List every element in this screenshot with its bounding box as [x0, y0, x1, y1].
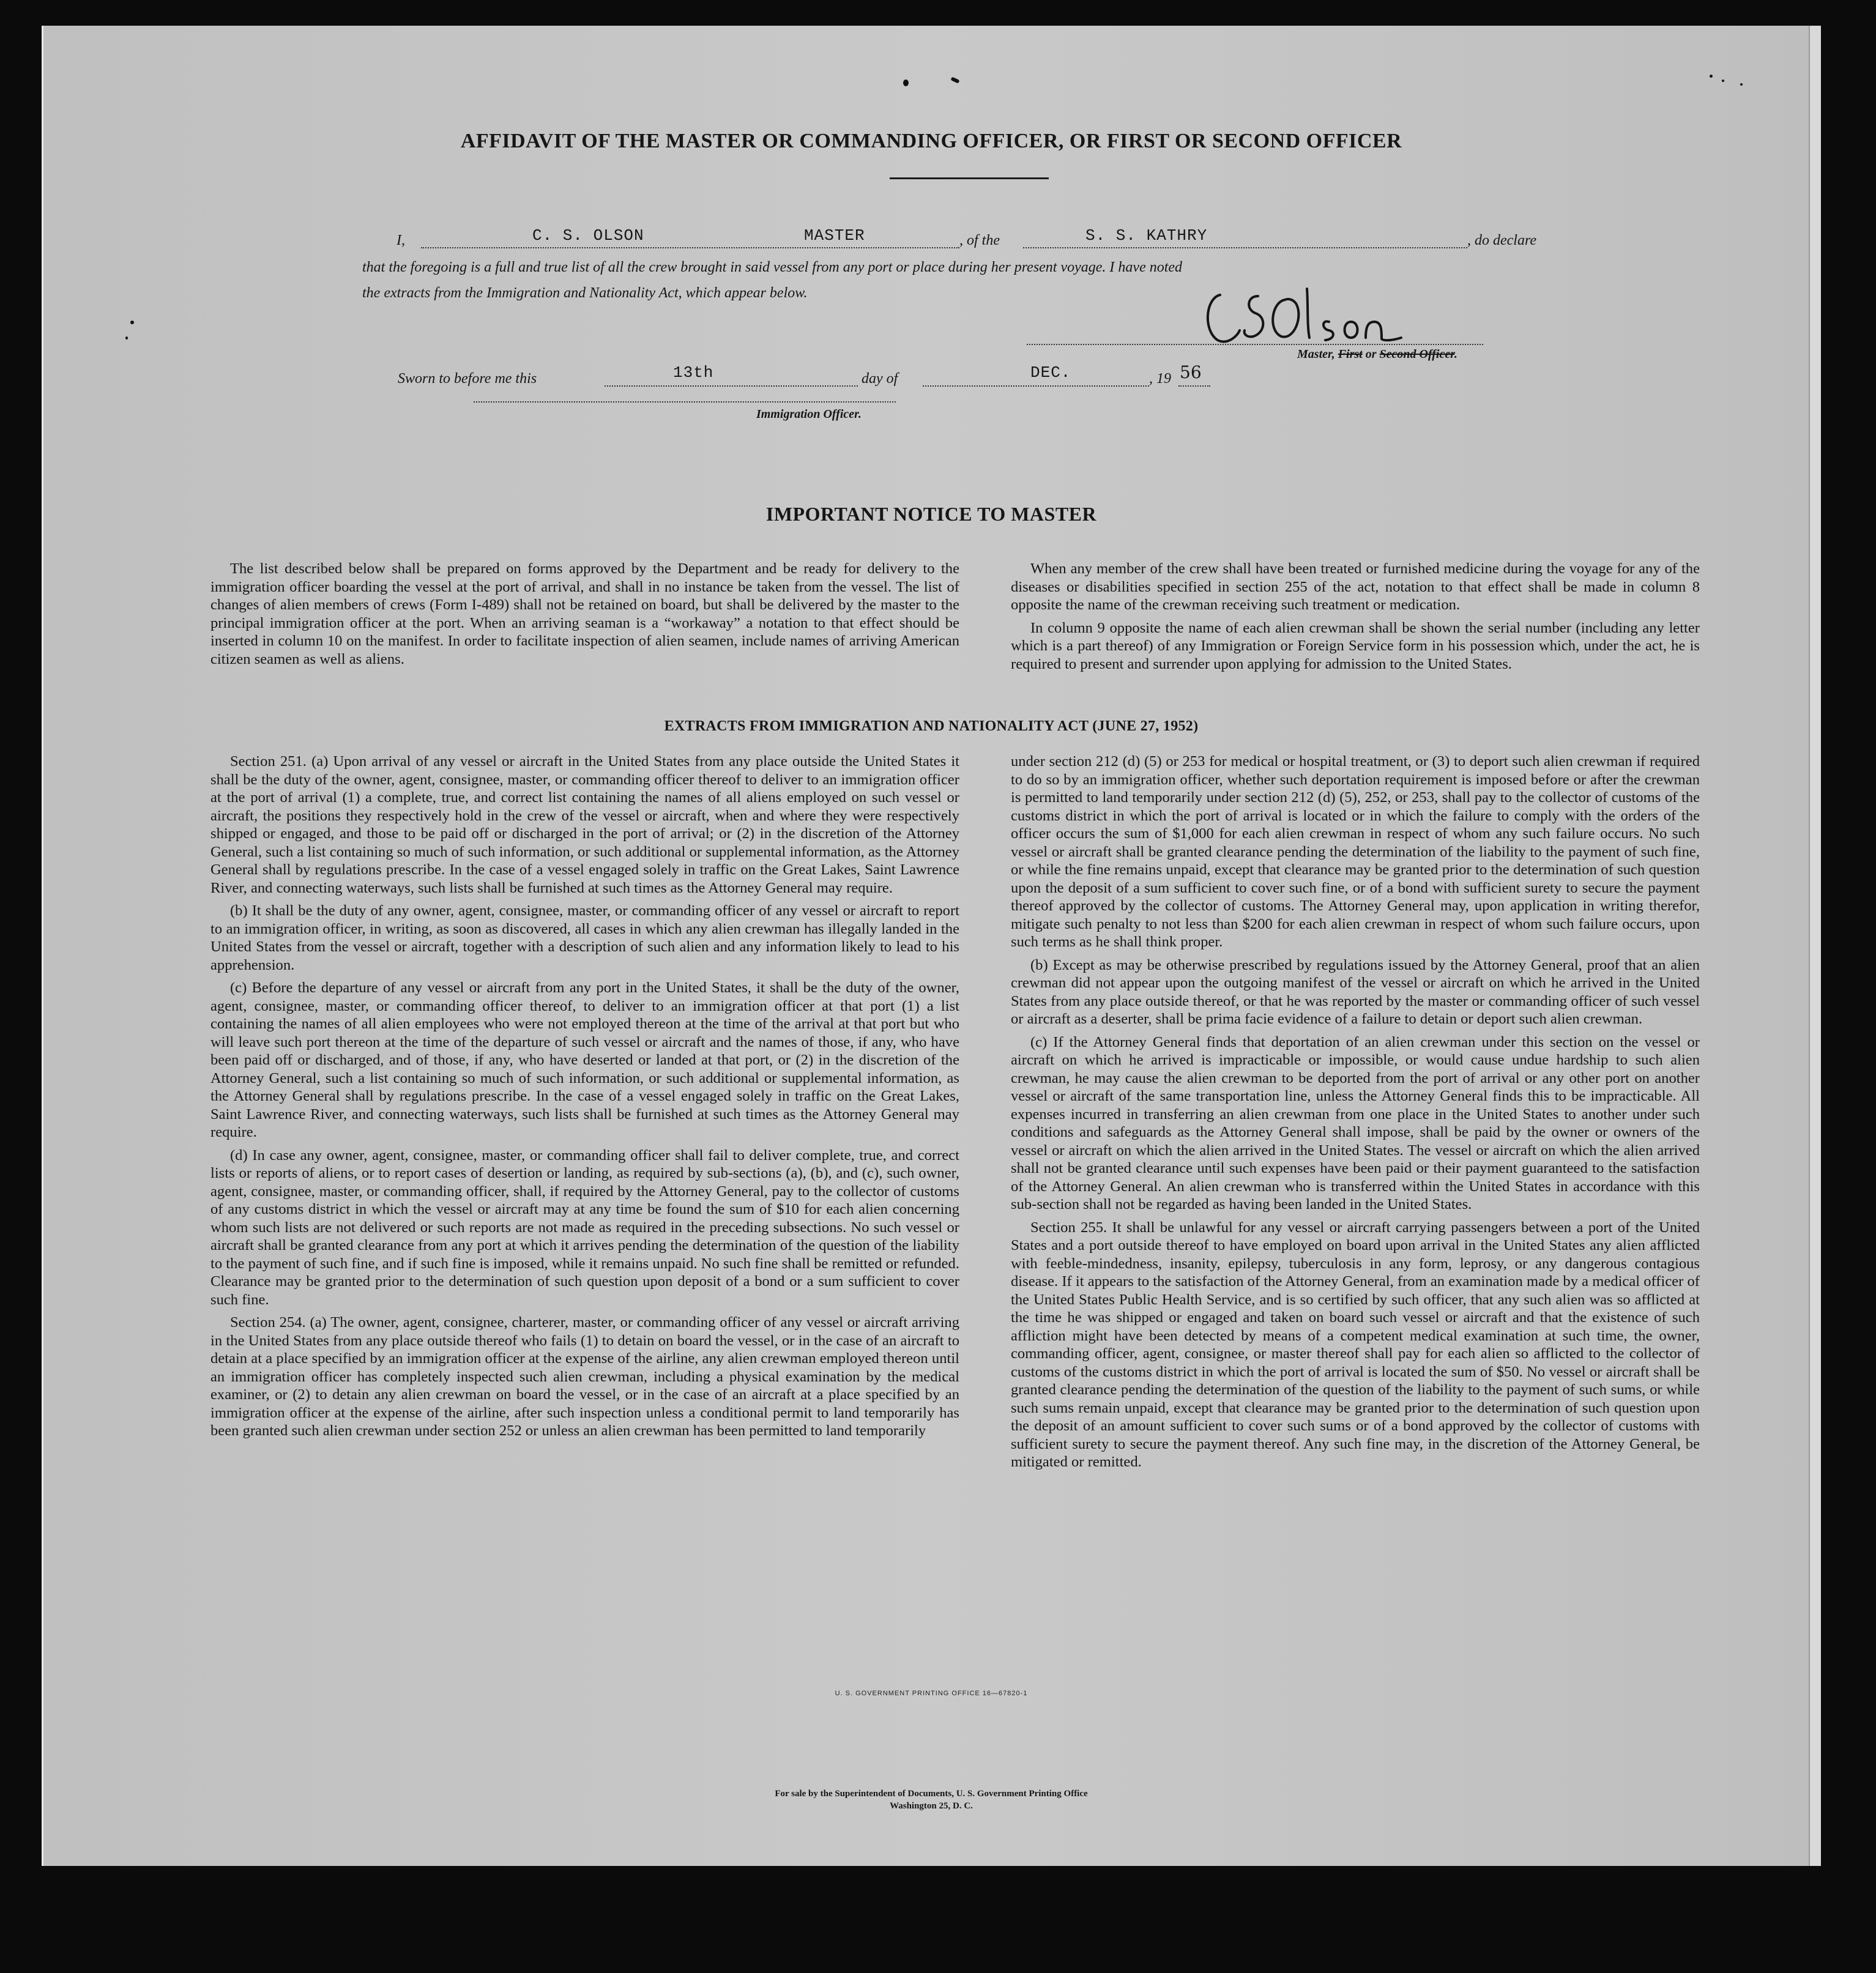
caption-or: or [1362, 347, 1380, 361]
section-254a-continued: under section 212 (d) (5) or 253 for medical or hospital treatment, or (3) to deport such alien crewman if required to do so by an immigration officer, whether such deportation requirement is imposed before or after the crewman is permitted to land temporarily under section 212 (d) (5), 252, or 253, shall pay to the collector of customs of the customs district in which the port of arrival is located or in which the failure to comply with the orders of the officer occurs the sum of $1,000 for each alien crewman in respect of whom any such failure occurs. No such vessel or aircraft shall be granted clearance pending the determination of the liability to the payment of such fine, or while the fine remains unpaid, except that clearance may be granted prior to the determination of such question upon the deposit of a sum sufficient to cover such fine, or of a bond with sufficient surety to secure the payment thereof approved by the collector of customs. The Attorney General may, upon application in writing therefor, mitigate such penalty to not less than $200 for each alien crewman in respect of whom such failure occurs, upon such terms as he shall think proper. [1011, 753, 1700, 950]
title-underline [890, 177, 1049, 179]
ink-speck [1740, 83, 1743, 86]
sale-line-2: Washington 25, D. C. [890, 1801, 973, 1811]
sale-notice [42, 1788, 1821, 1812]
year-prefix: , 19 [1149, 371, 1171, 387]
notice-left-column [210, 560, 959, 668]
printing-office-imprint: U. S. GOVERNMENT PRINTING OFFICE 16—67820-1 [835, 1690, 1028, 1697]
extracts-right-column [1011, 752, 1700, 1471]
notice-paragraph: When any member of the crew shall have been treated or furnished medicine during the voyage for any of the diseases or disabilities specified in section 255 of the act, notation to that effect shall be made in column 8 opposite the name of the crewman receiving such treatment or medication. [1011, 560, 1700, 613]
master-rank: MASTER [804, 226, 865, 245]
section-255: Section 255. It shall be unlawful for any vessel or aircraft carrying passengers between a port of the United States and a port outside thereof to have employed on board upon arrival in the United States any alien afflicted with feeble-mindedness, insanity, epilepsy, tuberculosis in any form, leprosy, or any dangerous contagious disease. If it appears to the satisfaction of the Attorney General, from an examination made by a medical officer of the United States Public Health Service, and is so certified by such officer, that any such alien was so afflicted at the time he was shipped or engaged and taken on board such vessel or aircraft and that the existence of such affliction might have been detected by means of a competent medical examination at such time, the owner, commanding officer, agent, consignee, or master thereof shall pay for each alien so afflicted to the collector of customs of the customs district in which the port of arrival is located the sum of $50. No vessel or aircraft shall be granted clearance pending the determination of the question of the liability to the payment of such sums, or while such sums remain unpaid, except that clearance may be granted prior to the determination of such question upon the deposit of an amount sufficient to cover such sums or of a bond approved by the collector of customs with sufficient surety to secure the payment thereof. Any such fine may, in the discretion of the Attorney General, be mitigated or remitted. [1011, 1219, 1700, 1470]
master-name: C. S. OLSON [532, 226, 644, 245]
notice-right-column [1011, 560, 1700, 673]
ink-speck [1722, 80, 1724, 82]
section-251b: (b) It shall be the duty of any owner, agent, consignee, master, or commanding officer of any vessel or aircraft to report to an immigration officer, in writing, as soon as discovered, all cases in which any alien crewman has illegally landed in the United States from the vessel or aircraft, together with a description of such alien and any information likely to lead to his apprehension. [210, 902, 959, 973]
master-signature [1199, 281, 1432, 355]
immigration-officer-caption: Immigration Officer. [756, 407, 862, 421]
name-rank-line [421, 229, 959, 248]
ink-speck [1710, 75, 1713, 78]
ink-speck [950, 76, 959, 83]
sworn-year: 56 [1180, 362, 1202, 382]
declaration-line: that the foregoing is a full and true list of all the crew brought in said vessel from any port or place during her present voyage. I have noted [362, 259, 1183, 275]
sworn-month: DEC. [1030, 363, 1071, 382]
page-edge-left [42, 26, 43, 1866]
signature-caption [1297, 347, 1457, 362]
section-254b: (b) Except as may be otherwise prescribed by regulations issued by the Attorney General, proof that an alien crewman did not appear upon the outgoing manifest of the vessel or aircraft on which he arrived in the United States from any place outside thereof, or that he was reported by the master or commanding officer of such vessel or aircraft as a deserter, shall be prima facie evidence of a failure to detain or deport such alien crewman. [1011, 956, 1700, 1027]
declaration-line-2: the extracts from the Immigration and Nationality Act, which appear below. [362, 285, 808, 301]
sworn-day: 13th [673, 363, 714, 382]
notice-title: IMPORTANT NOTICE TO MASTER [765, 503, 1097, 525]
sworn-label: Sworn to before me this [398, 371, 537, 387]
page-edge-right [1809, 26, 1821, 1866]
day-of-label: day of [862, 371, 898, 387]
sworn-day-line [605, 368, 858, 387]
caption-first-struck: First [1338, 347, 1363, 361]
affidavit-title: AFFIDAVIT OF THE MASTER OR COMMANDING OFFICER, OR FIRST OR SECOND OFFICER [460, 130, 1402, 152]
document-page [42, 26, 1821, 1866]
section-254a: Section 254. (a) The owner, agent, consignee, charterer, master, or commanding officer of any vessel or aircraft arriving in the United States from any place outside thereof who fails (1) to detain on board the vessel, or in the case of an aircraft to detain at a place specified by an immigration officer at the expense of the airline, any alien crewman employed thereon until an immigration officer has completely inspected such alien crewman, including a physical examination by the medical examiner, or (2) to detain any alien crewman on board the vessel, or in the case of an aircraft at a place specified by an immigration officer at the expense of the airline, after such inspection unless a conditional permit to land temporarily has been granted such alien crewman under section 252 or unless an alien crewman has been permitted to land temporarily [210, 1314, 959, 1439]
caption-period: . [1454, 347, 1457, 361]
vessel-name: S. S. KATHRY [1085, 226, 1208, 245]
caption-second-struck: Second Officer [1379, 347, 1454, 361]
ink-speck [130, 321, 134, 324]
extracts-left-column [210, 752, 959, 1440]
do-declare-label: , do declare [1467, 232, 1537, 248]
notice-paragraph: The list described below shall be prepared on forms approved by the Department and be ready for delivery to the immigration officer boarding the vessel at the port of arrival, and shall in no instance be taken from the vessel. The list of changes of alien members of crews (Form I-489) shall not be retained on board, but shall be delivered by the master to the principal immigration officer at the port. When an arriving seaman is a “workaway” a notation to that effect should be inserted in column 10 on the manifest. In order to facilitate inspection of alien seamen, include names of arriving American citizen seamen as well as aliens. [210, 560, 959, 667]
of-the-label: , of the [959, 232, 1000, 248]
handwritten-signature [1199, 281, 1432, 355]
immigration-officer-line [474, 398, 896, 403]
notice-paragraph: In column 9 opposite the name of each alien crewman shall be shown the serial number (including any letter which is a part thereof) of any Immigration or Foreign Service form in his possession which, under the act, he is required to present and surrender upon applying for admission to the United States. [1011, 619, 1700, 672]
ink-speck [903, 80, 909, 86]
caption-master: Master, [1297, 347, 1338, 361]
section-254c: (c) If the Attorney General finds that deportation of an alien crewman under this section on the vessel or aircraft on which he arrived is impracticable or impossible, or would cause undue hardship to such alien crewman, he may cause the alien crewman to be deported from the port of arrival or any other port on another vessel or aircraft of the same transportation line, unless the Attorney General finds this to be impracticable. All expenses incurred in transferring an alien crewman from one place in the United States to another under such conditions and safeguards as the Attorney General shall impose, shall be paid by the owner or owners of the vessel or aircraft on which the alien arrived in the United States. The vessel or aircraft on which the alien arrived shall not be granted clearance until such expenses have been paid or their payment guaranteed to the satisfaction of the Attorney General. An alien crewman who is transferred within the United States in accordance with this sub-section shall not be regarded as having been landed in the United States. [1011, 1033, 1700, 1213]
affidavit-prefix: I, [396, 232, 405, 248]
section-251d: (d) In case any owner, agent, consignee, master, or commanding officer shall fail to deliver complete, true, and correct lists or reports of aliens, or to report cases of desertion or landing, as required by sub-sections (a), (b), and (c), such owner, agent, consignee, master, or commanding officer, shall, if required by the Attorney General, pay to the collector of customs of any customs district in which the vessel or aircraft may at any time be found the sum of $10 for each alien concerning whom such lists are not delivered or such reports are not made as required in the preceding subsections. No such vessel or aircraft shall be granted clearance from any port at which it arrives pending the determination of the question of the liability to the payment of such fine, and if such fine is imposed, while it remains unpaid. No such fine shall be remitted or refunded. Clearance may be granted prior to the determination of such question upon deposit of a bond or a sum sufficient to cover such fine. [210, 1146, 959, 1308]
extracts-title: EXTRACTS FROM IMMIGRATION AND NATIONALITY ACT (JUNE 27, 1952) [664, 718, 1199, 734]
section-251a: Section 251. (a) Upon arrival of any vessel or aircraft in the United States from any place outside the United States it shall be the duty of the owner, agent, consignee, master, or commanding officer thereof to deliver to an immigration officer at the port of arrival (1) a complete, true, and correct list containing the names of all aliens employed on such vessel or aircraft, the positions they respectively hold in the crew of the vessel or aircraft, when and where they were respectively shipped or engaged, and those to be paid off or discharged in the port of arrival; or (2) in the discretion of the Attorney General, such a list containing so much of such information, or such additional or supplemental information, as the Attorney General shall by regulations prescribe. In the case of a vessel engaged solely in traffic on the Great Lakes, Saint Lawrence River, and connecting waterways, such lists shall be furnished at such times as the Attorney General may require. [210, 753, 959, 896]
sale-line-1: For sale by the Superintendent of Documents, U. S. Government Printing Office [775, 1789, 1088, 1799]
ink-speck [125, 336, 128, 340]
section-251c: (c) Before the departure of any vessel or aircraft from any port in the United States, it shall be the duty of the owner, agent, consignee, master, or commanding officer thereof, to deliver to an immigration officer at that port (1) a list containing the names of all alien employees who were not employed thereon at the time of the arrival at that port but who will leave such port thereon at the time of the departure of such vessel or aircraft and the names of those, if any, who have been paid off or discharged, and of those, if any, who have deserted or landed at that port, or (2) in the discretion of the Attorney General, such a list containing so much of such information, or such additional or supplemental information, as the Attorney General shall by regulations prescribe. In the case of a vessel engaged solely in traffic on the Great Lakes, Saint Lawrence River, and connecting waterways, such lists shall be furnished at such times as the Attorney General may require. [210, 979, 959, 1140]
